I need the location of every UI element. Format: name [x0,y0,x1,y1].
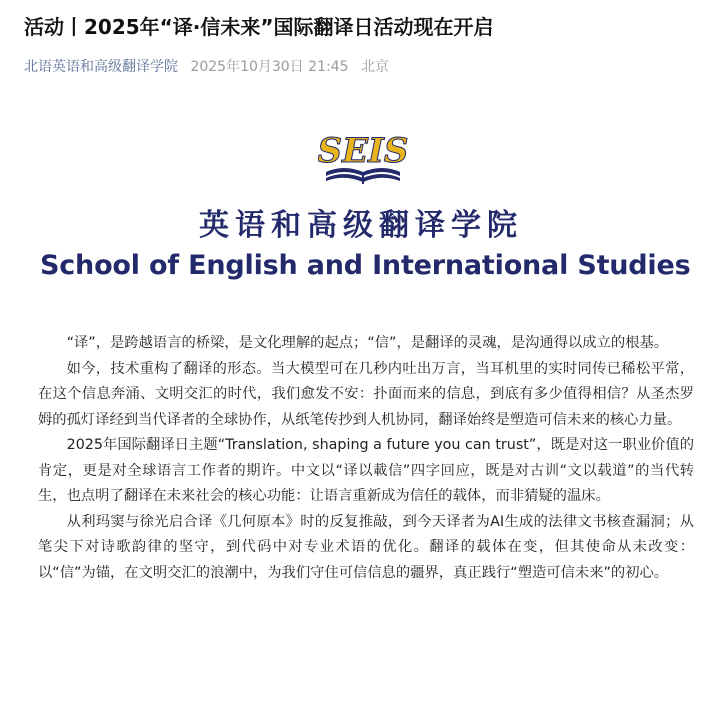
article-paragraph: 从利玛窦与徐光启合译《几何原本》时的反复推敲，到今天译者为AI生成的法律文书核查漏洞；从笔尖下对诗歌韵律的坚守，到代码中对专业术语的优化。翻译的载体在变，但其使命从未改变：以“信”为锚，在文明交汇的浪潮中，为我们守住可信信息的疆界，真正践行“塑造可信未来”的初心。 [38,513,694,581]
publish-location: 北京 [360,59,389,75]
school-name-en: School of English and International Studies [40,250,691,281]
seis-logo [318,128,408,194]
seis-logo-graphic [318,128,408,194]
article-paragraph: 如今，技术重构了翻译的形态。当大模型可在几秒内吐出万言，当耳机里的实时同传已稀松平常，在这个信息奔涌、文明交汇的时代，我们愈发不安：扑面而来的信息，到底有多少值得相信？从圣杰罗姆的孤灯译经到当代译者的全球协作，从纸笔传抄到人机协同，翻译始终是塑造可信未来的核心力量。 [38,360,694,428]
seis-logo-text: SEIS [318,131,408,171]
article-meta [24,57,389,77]
account-name-link[interactable]: 北语英语和高级翻译学院 [24,59,178,75]
article-title: 活动丨2025年“译·信未来”国际翻译日活动现在开启 [24,15,494,39]
article-paragraph: 2025年国际翻译日主题“Translation, shaping a future you can trust”，既是对这一职业价值的肯定，更是对全球语言工作者的期许。中文以“译以載信”四字回应，既是对古训“文以载道”的当代转生，也点明了翻译在未来社会的核心功能：让语言重新成为信任的载体，而非猜疑的温床。 [38,437,694,504]
school-name-cn: 英语和高级翻译学院 [199,208,523,243]
article-body [38,331,694,586]
article-paragraph: “译”，是跨越语言的桥梁，是文化理解的起点；“信”，是翻译的灵魂，是沟通得以成立的根基。 [66,335,669,351]
publish-time: 2025年10月30日 21:45 [190,59,349,75]
